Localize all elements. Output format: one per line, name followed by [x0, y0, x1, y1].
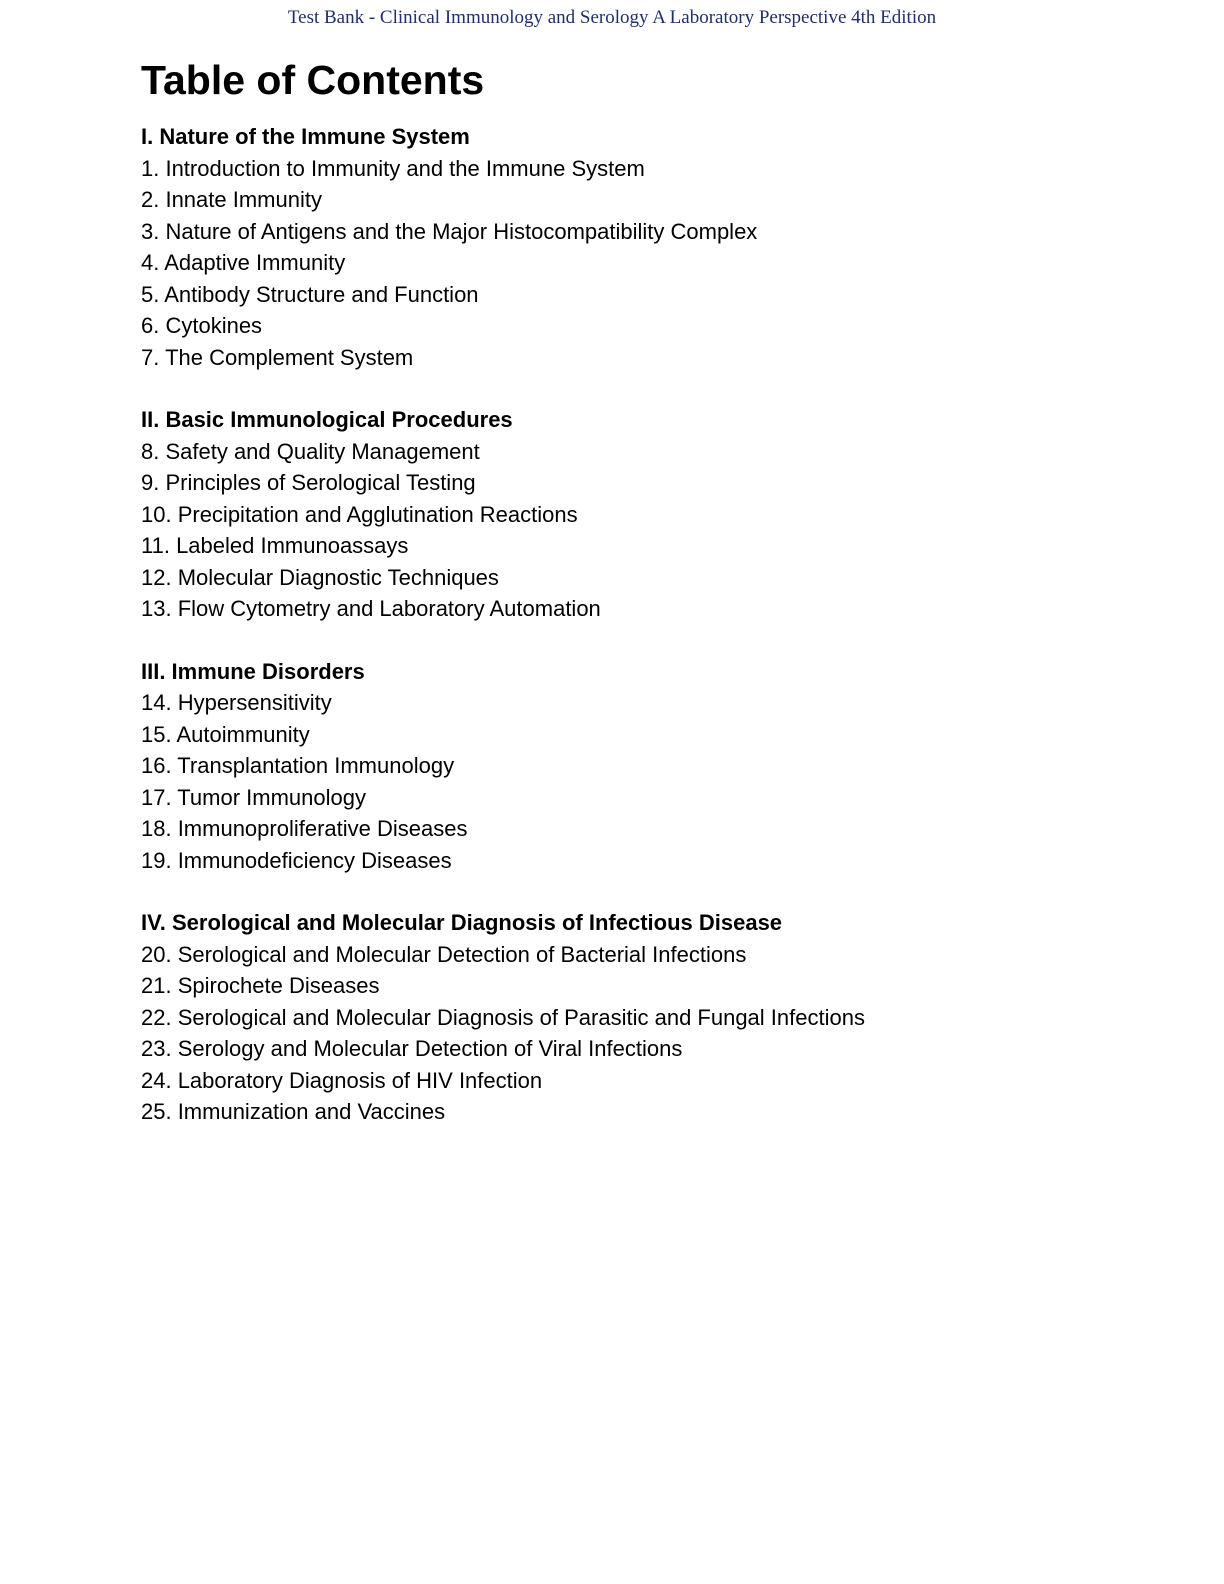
chapter-list — [141, 687, 1141, 876]
toc-container — [141, 55, 1141, 1159]
chapter-item: 5. Antibody Structure and Function — [141, 281, 479, 307]
chapter-item: 1. Introduction to Immunity and the Immune System — [141, 155, 645, 181]
toc-section-4 — [141, 907, 1141, 1128]
chapter-item: 11. Labeled Immunoassays — [141, 533, 409, 558]
chapter-item: 23. Serology and Molecular Detection of Viral Infections — [141, 1036, 683, 1061]
chapter-item: 17. Tumor Immunology — [141, 784, 366, 810]
chapter-item: 24. Laboratory Diagnosis of HIV Infection — [141, 1067, 543, 1093]
chapter-item: 14. Hypersensitivity — [141, 690, 332, 715]
chapter-item: 20. Serological and Molecular Detection of Bacterial Infections — [141, 941, 747, 967]
chapter-item: 16. Transplantation Immunology — [141, 753, 455, 778]
chapter-item: 22. Serological and Molecular Diagnosis of Parasitic and Fungal Infections — [141, 1004, 865, 1030]
chapter-item: 15. Autoimmunity — [141, 721, 310, 747]
section-heading: III. Immune Disorders — [141, 658, 365, 684]
section-heading: II. Basic Immunological Procedures — [141, 407, 513, 432]
chapter-item: 25. Immunization and Vaccines — [141, 1099, 446, 1124]
chapter-item: 2. Innate Immunity — [141, 187, 322, 212]
chapter-list — [141, 436, 1141, 625]
chapter-list — [141, 153, 1141, 374]
chapter-item: 7. The Complement System — [141, 344, 414, 370]
chapter-item: 3. Nature of Antigens and the Major Histocompatibility Complex — [141, 218, 758, 244]
chapter-item: 13. Flow Cytometry and Laboratory Automation — [141, 596, 601, 621]
chapter-item: 21. Spirochete Diseases — [141, 973, 380, 998]
chapter-item: 18. Immunoproliferative Diseases — [141, 816, 468, 841]
chapter-item: 12. Molecular Diagnostic Techniques — [141, 564, 499, 590]
chapter-item: 10. Precipitation and Agglutination Reactions — [141, 501, 578, 527]
toc-section-2 — [141, 404, 1141, 625]
running-header: Test Bank - Clinical Immunology and Serology A Laboratory Perspective 4th Edition — [287, 7, 937, 28]
toc-section-3 — [141, 656, 1141, 877]
chapter-item: 6. Cytokines — [141, 313, 263, 338]
chapter-item: 9. Principles of Serological Testing — [141, 470, 476, 495]
chapter-item: 8. Safety and Quality Management — [141, 438, 480, 464]
chapter-item: 19. Immunodeficiency Diseases — [141, 847, 452, 873]
page-title: Table of Contents — [141, 57, 485, 103]
toc-section-1 — [141, 121, 1141, 373]
chapter-list — [141, 939, 1141, 1128]
chapter-item: 4. Adaptive Immunity — [141, 250, 346, 275]
section-heading: I. Nature of the Immune System — [141, 124, 470, 149]
section-heading: IV. Serological and Molecular Diagnosis of Infectious Disease — [141, 910, 783, 935]
